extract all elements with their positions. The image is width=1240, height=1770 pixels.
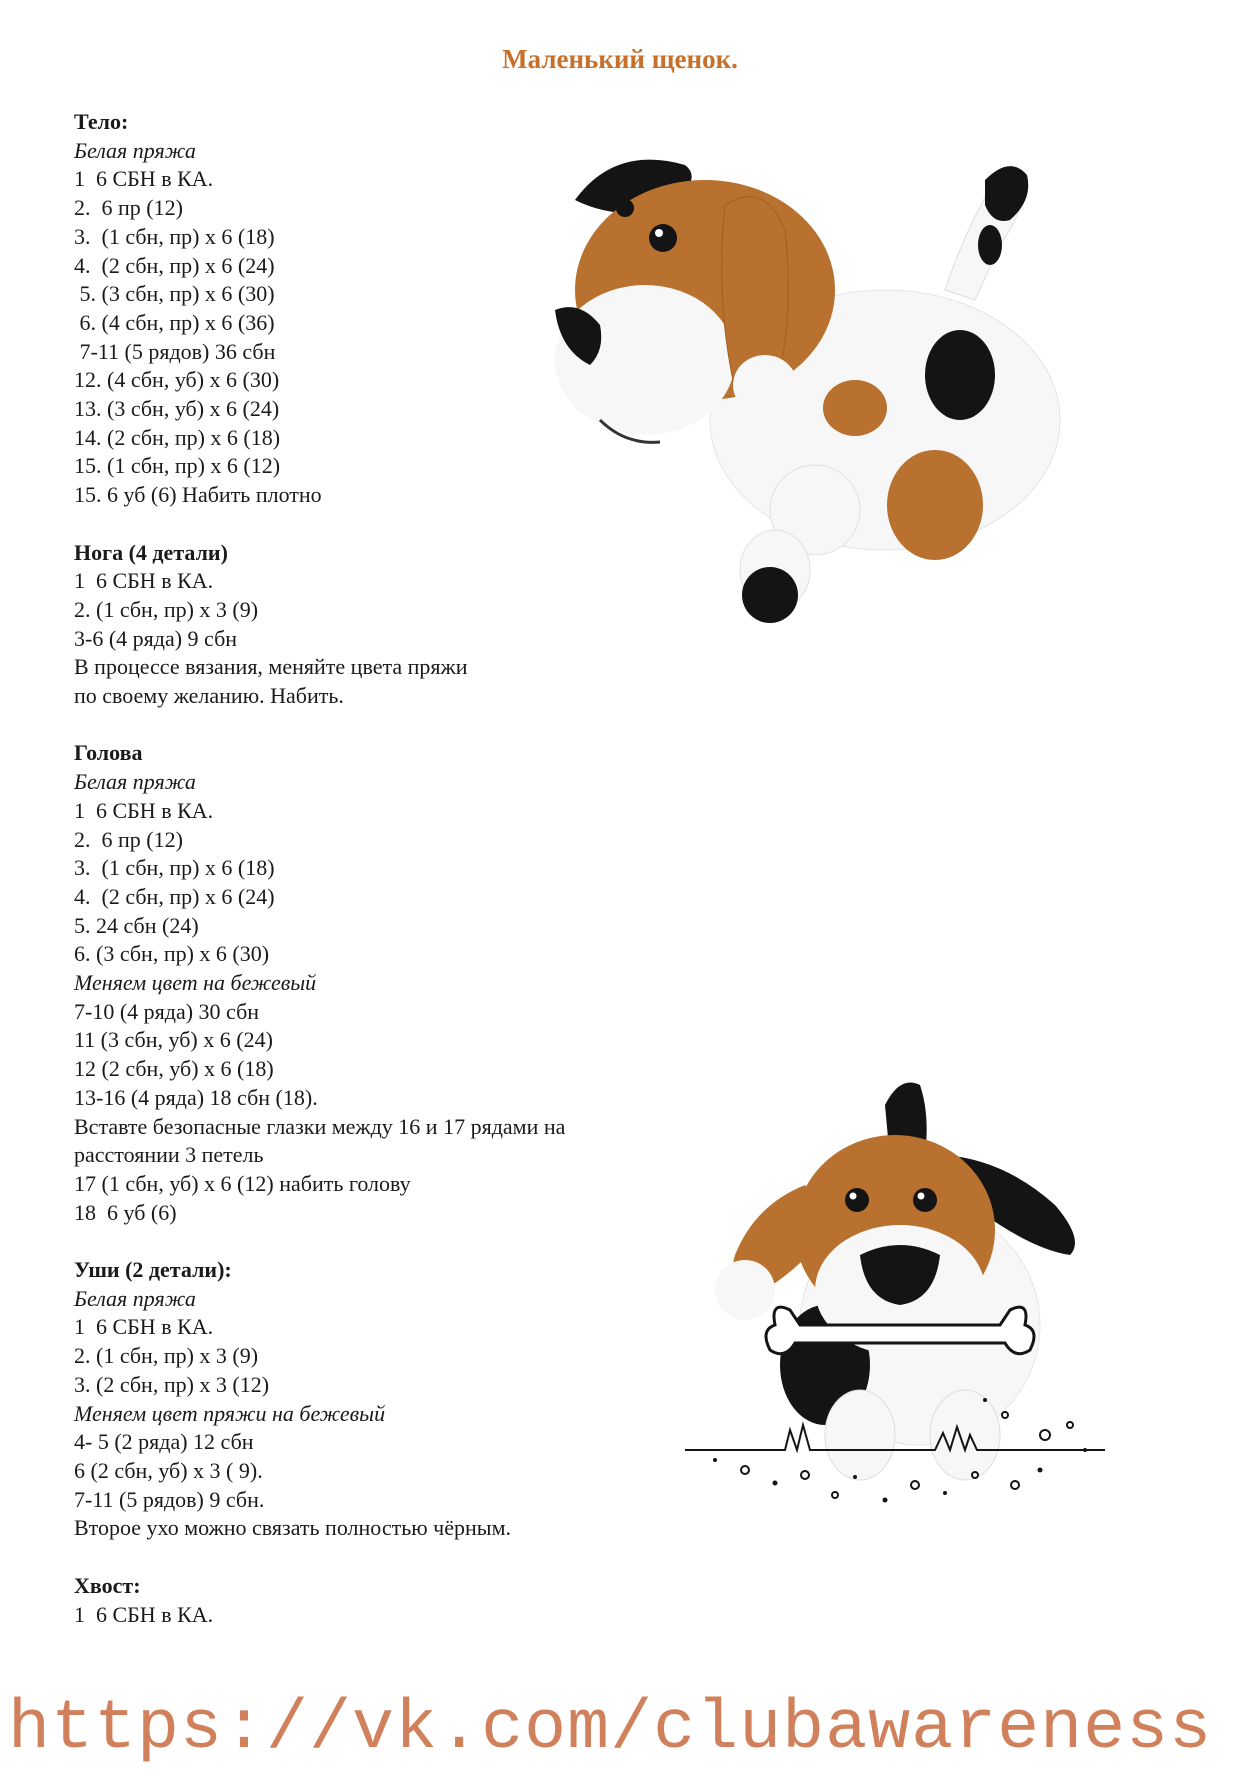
pattern-row: 6. (3 сбн, пр) х 6 (30) <box>74 941 270 967</box>
pattern-row: 3-6 (4 ряда) 9 сбн <box>74 625 238 651</box>
section-heading: Уши (2 детали): <box>74 1257 232 1283</box>
section-heading: Хвост: <box>74 1572 141 1598</box>
pattern-row: 6 (2 сбн, уб) х 3 ( 9). <box>74 1458 263 1483</box>
pattern-row: 18 6 уб (6) <box>74 1199 177 1225</box>
pattern-row: 2. (1 сбн, пр) х 3 (9) <box>74 1343 259 1369</box>
pattern-row: 15. 6 уб (6) Набить плотно <box>74 482 322 508</box>
pattern-section <box>74 1256 674 1543</box>
pattern-row: 6. (4 сбн, пр) х 6 (36) <box>74 309 275 335</box>
pattern-row: Второе ухо можно связать полностью чёрным. <box>74 1515 511 1541</box>
pattern-row: 1 6 СБН в КА. <box>74 1601 214 1627</box>
yarn-color-note: Белая пряжа <box>74 1285 196 1311</box>
pattern-row: 1 6 СБН в КА. <box>74 797 214 823</box>
pattern-row: 5. (3 сбн, пр) х 6 (30) <box>74 281 275 307</box>
pattern-row: В процессе вязания, меняйте цвета пряжи <box>74 654 468 680</box>
pattern-row: 14. (2 сбн, пр) х 6 (18) <box>74 424 281 450</box>
pattern-row: 11 (3 сбн, уб) х 6 (24) <box>74 1027 273 1053</box>
section-heading: Тело: <box>74 109 129 134</box>
pattern-row: 3. (1 сбн, пр) х 6 (18) <box>74 223 275 249</box>
pattern-row: 2. 6 пр (12) <box>74 195 183 221</box>
pattern-row: 4. (2 сбн, пр) х 6 (24) <box>74 252 275 278</box>
pattern-row: 5. 24 сбн (24) <box>74 912 199 938</box>
pattern-row: 7-11 (5 рядов) 9 сбн. <box>74 1486 265 1512</box>
pattern-row: Вставте безопасные глазки между 16 и 17 рядами на <box>74 1113 566 1139</box>
pattern-row: 13. (3 сбн, уб) х 6 (24) <box>74 396 280 422</box>
footer-url: https://vk.com/clubawareness <box>8 1690 1213 1769</box>
pattern-row: 7-10 (4 ряда) 30 сбн <box>74 998 260 1024</box>
yarn-color-note: Белая пряжа <box>74 769 196 795</box>
pattern-row: 4. (2 сбн, пр) х 6 (24) <box>74 883 275 909</box>
pattern-row: 13-16 (4 ряда) 18 сбн (18). <box>74 1084 318 1110</box>
pattern-row: 7-11 (5 рядов) 36 сбн <box>74 338 276 364</box>
pattern-row: 17 (1 сбн, уб) х 6 (12) набить голову <box>74 1170 411 1196</box>
yarn-color-note: Меняем цвет на бежевый <box>74 970 317 996</box>
pattern-row: 1 6 СБН в КА. <box>74 1314 214 1340</box>
pattern-row: 12. (4 сбн, уб) х 6 (30) <box>74 367 280 393</box>
pattern-row: 15. (1 сбн, пр) х 6 (12) <box>74 453 281 479</box>
pattern-row: 4- 5 (2 ряда) 12 сбн <box>74 1429 254 1455</box>
puppy-photo-side <box>555 150 1135 650</box>
pattern-row: 1 6 СБН в КА. <box>74 568 214 594</box>
section-heading: Нога (4 детали) <box>74 539 228 565</box>
page-title: Маленький щенок. <box>502 44 738 74</box>
pattern-row: по своему желанию. Набить. <box>74 683 344 709</box>
section-heading: Голова <box>74 740 143 766</box>
pattern-section <box>74 739 674 1227</box>
puppy-photo-front <box>685 1075 1165 1555</box>
pattern-section <box>74 1572 674 1629</box>
pattern-row: расстоянии 3 петель <box>74 1142 264 1168</box>
yarn-color-note: Белая пряжа <box>74 137 196 163</box>
pattern-row: 2. (1 сбн, пр) х 3 (9) <box>74 596 259 622</box>
pattern-row: 1 6 СБН в КА. <box>74 166 214 192</box>
pattern-row: 3. (1 сбн, пр) х 6 (18) <box>74 855 275 881</box>
pattern-row: 3. (2 сбн, пр) х 3 (12) <box>74 1371 270 1397</box>
pattern-row: 2. 6 пр (12) <box>74 826 183 852</box>
yarn-color-note: Меняем цвет пряжи на бежевый <box>74 1400 386 1426</box>
pattern-row: 12 (2 сбн, уб) х 6 (18) <box>74 1056 274 1082</box>
